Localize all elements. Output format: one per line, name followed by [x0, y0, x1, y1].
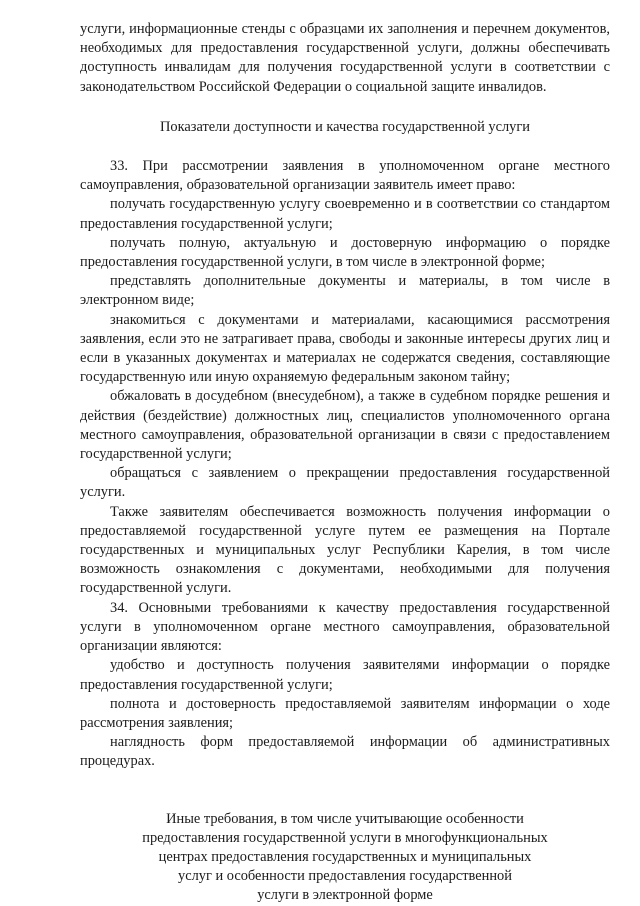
item-33-list-item: знакомиться с документами и материалами, касающимися рассмотрения заявления, если это не затрагивает права, свободы и законные интересы других лиц и если в указанных документах и материалах не содержатся сведения, составляющие государственную или иную охраняемую федеральным законом тайну;	[80, 311, 610, 386]
section-heading-other-requirements	[80, 810, 610, 906]
item-33-list-item: обжаловать в досудебном (внесудебном), а также в судебном порядке решения и действия (бездействие) должностных лиц, специалистов уполномоченного органа местного самоуправления, образовательной организации в связи с предоставлением государственной услуги;	[80, 388, 610, 463]
intro-paragraph: услуги, информационные стенды с образцами их заполнения и перечнем документов, необходимых для предоставления государственной услуги, должны обеспечивать доступность инвалидам для получения государственной услуги в соответствии с законодательством Российской Федерации о социальной защите инвалидов.	[80, 21, 610, 95]
item-33-list-item: представлять дополнительные документы и материалы, в том числе в электронном виде;	[80, 273, 610, 309]
section-heading-line: предоставления государственной услуги в многофункциональных	[142, 829, 548, 846]
section-heading-line: услуг и особенности предоставления государственной	[178, 868, 512, 885]
item-34-paragraph: 34. Основными требованиями к качеству предоставления государственной услуги в уполномоченном органе местного самоуправления, образовательной организации являются:	[80, 599, 610, 655]
item-33-paragraph: 33. При рассмотрении заявления в уполномоченном органе местного самоуправления, образовательной организации заявитель имеет право:	[80, 158, 610, 194]
item-34-list-item: наглядность форм предоставляемой информации об административных процедурах.	[80, 734, 610, 770]
item-34-list-item: полнота и достоверность предоставляемой заявителям информации о ходе рассмотрения заявления;	[80, 695, 610, 731]
item-33-list-item: обращаться с заявлением о прекращении предоставления государственной услуги.	[80, 465, 610, 501]
item-33-info-paragraph: Также заявителям обеспечивается возможность получения информации о предоставляемой государственной услуге путем ее размещения на Портале государственных и муниципальных услуг Республики Карелия, в том числе возможность ознакомления с документами, необходимыми для получения государственной услуги.	[80, 503, 610, 597]
section-heading-accessibility: Показатели доступности и качества государственной услуги	[160, 118, 530, 135]
document-page	[80, 20, 610, 906]
item-34-list-item: удобство и доступность получения заявителями информации о порядке предоставления государственной услуги;	[80, 657, 610, 693]
item-33-list-item: получать государственную услугу своевременно и в соответствии со стандартом предоставления государственной услуги;	[80, 196, 610, 232]
item-33-list-item: получать полную, актуальную и достоверную информацию о порядке предоставления государственной услуги, в том числе в электронной форме;	[80, 234, 610, 271]
section-heading-line: услуги в электронной форме	[257, 887, 433, 904]
section-heading-line: центрах предоставления государственных и муниципальных	[158, 848, 532, 865]
section-heading-line: Иные требования, в том числе учитывающие особенности	[166, 810, 524, 827]
